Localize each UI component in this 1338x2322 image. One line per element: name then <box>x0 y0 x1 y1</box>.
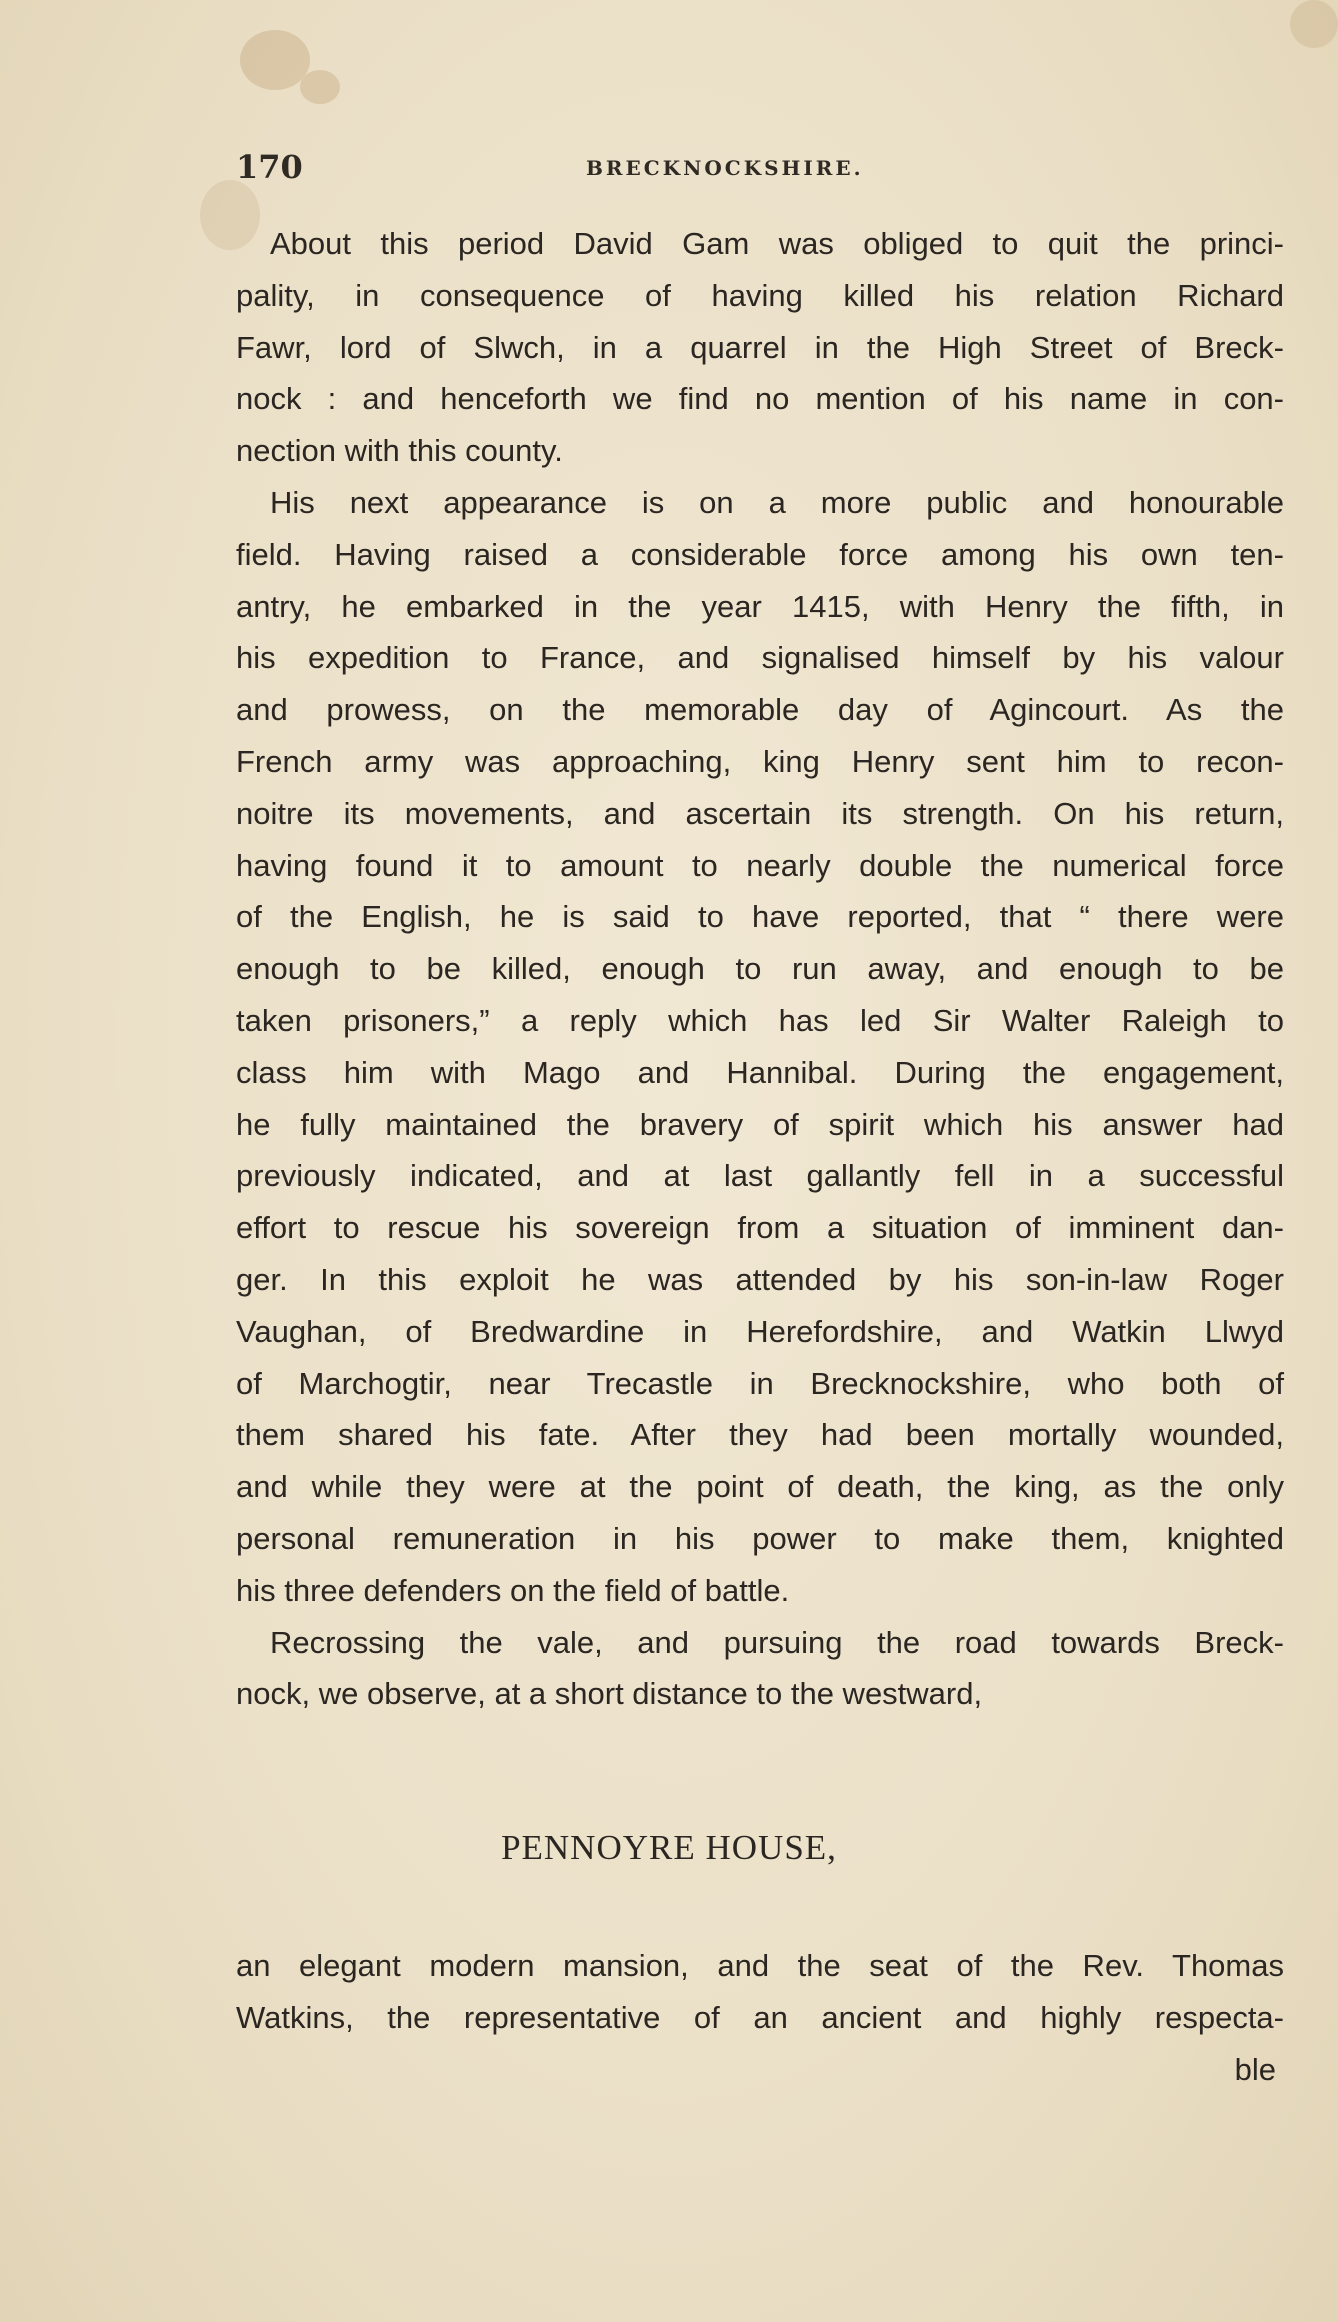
text-line: taken prisoners,” a reply which has led Sir Walter Raleigh to <box>236 1002 1284 1038</box>
text-line: Fawr, lord of Slwch, in a quarrel in the High Street of Breck- <box>236 329 1284 365</box>
text-line: effort to rescue his sovereign from a situation of imminent dan- <box>236 1210 1284 1246</box>
text-line: and prowess, on the memorable day of Agincourt. As the <box>236 692 1284 728</box>
section-heading: PENNOYRE HOUSE, <box>501 1828 837 1867</box>
foxing-stain <box>1290 0 1338 48</box>
catchword: ble <box>1234 2051 1276 2087</box>
text-line: ger. In this exploit he was attended by his son-in-law Roger <box>236 1261 1284 1297</box>
text-line: pality, in consequence of having killed his relation Richard <box>236 277 1284 313</box>
text-line: His next appearance is on a more public and honourable <box>270 484 1284 520</box>
text-line: enough to be killed, enough to run away, and enough to be <box>236 951 1284 987</box>
foxing-stain <box>240 30 310 90</box>
text-line: Vaughan, of Bredwardine in Herefordshire, and Watkin Llwyd <box>236 1313 1284 1349</box>
body-text-continued <box>236 1940 1284 2095</box>
text-line: them shared his fate. After they had been mortally wounded, <box>236 1417 1284 1453</box>
text-line: nock, we observe, at a short distance to the westward, <box>236 1676 983 1712</box>
text-line: noitre its movements, and ascertain its strength. On his return, <box>236 795 1284 831</box>
text-line: class him with Mago and Hannibal. During the engagement, <box>236 1054 1284 1090</box>
text-line: About this period David Gam was obliged to quit the princi- <box>270 226 1284 261</box>
text-line: French army was approaching, king Henry sent him to recon- <box>236 743 1284 779</box>
text-line: Watkins, the representative of an ancient and highly respecta- <box>236 1999 1284 2035</box>
text-line: he fully maintained the bravery of spirit which his answer had <box>236 1106 1284 1142</box>
text-line: an elegant modern mansion, and the seat of the Rev. Thomas <box>236 1948 1284 1983</box>
text-line: having found it to amount to nearly double the numerical force <box>236 847 1284 883</box>
text-line: nection with this county. <box>236 433 563 469</box>
text-line: his three defenders on the field of battle. <box>236 1572 790 1608</box>
text-line: antry, he embarked in the year 1415, with Henry the fifth, in <box>236 588 1284 624</box>
text-line: and while they were at the point of death, the king, as the only <box>236 1469 1284 1505</box>
text-line: his expedition to France, and signalised himself by his valour <box>236 640 1284 676</box>
text-line: of the English, he is said to have reported, that “ there were <box>236 899 1284 935</box>
page-header <box>236 148 956 188</box>
text-line: of Marchogtir, near Trecastle in Brecknockshire, who both of <box>236 1365 1284 1401</box>
foxing-stain <box>300 70 340 104</box>
text-line: Recrossing the vale, and pursuing the road towards Breck- <box>270 1624 1284 1660</box>
page-number: 170 <box>236 148 303 186</box>
text-line: field. Having raised a considerable force among his own ten- <box>236 536 1284 572</box>
text-line: personal remuneration in his power to make them, knighted <box>236 1520 1284 1556</box>
text-line: nock : and henceforth we find no mention of his name in con- <box>236 381 1284 417</box>
running-head: BRECKNOCKSHIRE. <box>586 156 864 180</box>
body-text <box>236 218 1284 1720</box>
text-line: previously indicated, and at last gallantly fell in a successful <box>236 1158 1284 1194</box>
